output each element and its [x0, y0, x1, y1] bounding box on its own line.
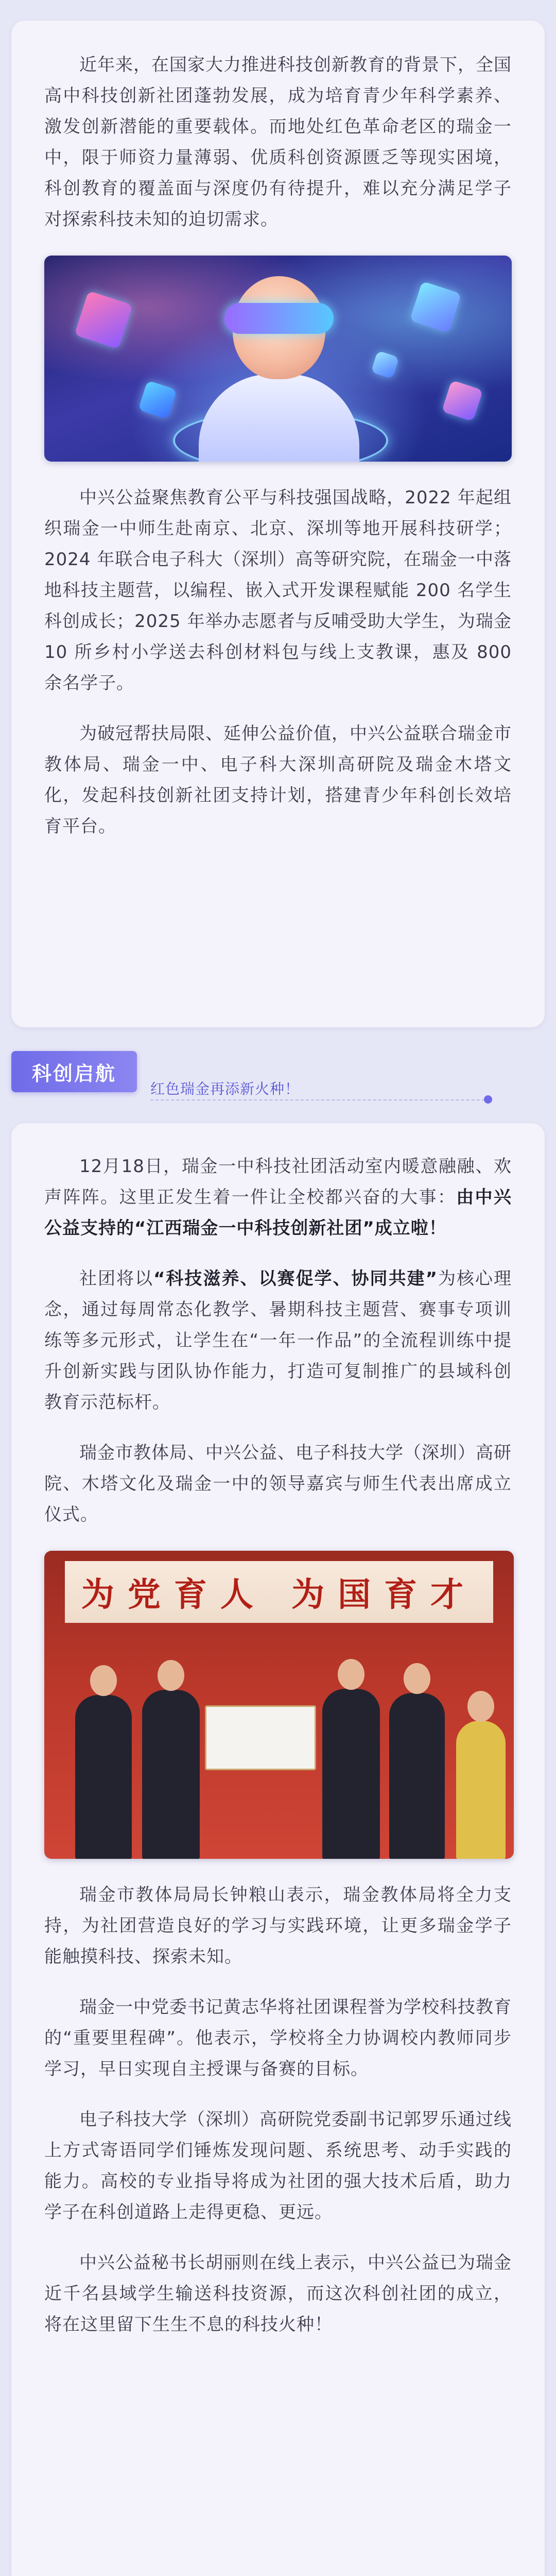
story-highlight: 由中兴公益支持的“江西瑞金一中科技创新社团”成立啦！ — [44, 1187, 512, 1239]
story-paragraph-3: 瑞金市教体局、中兴公益、电子科技大学（深圳）高研院、木塔文化及瑞金一中的领导嘉宾与师生代表出席成立仪式。 — [44, 1443, 512, 1525]
section-divider — [150, 1099, 490, 1100]
story-paragraph-6: 电子科技大学（深圳）高研院党委副书记郭罗乐通过线上方式寄语同学们锤炼发现问题、系统思考、动手实践的能力。高校的专业指导将成为社团的强大技术后盾，助力学子在科创道路上走得更稳、更远。 — [44, 2109, 512, 2223]
section-tag: 科创启航 — [11, 1051, 137, 1092]
story-paragraph-2 — [44, 1263, 512, 1418]
ceremony-photo — [44, 1551, 514, 1859]
story-paragraph-4: 瑞金市教体局局长钟粮山表示，瑞金教体局将全力支持，为社团营造良好的学习与实践环境，让更多瑞金学子能触摸科技、探索未知。 — [44, 1885, 512, 1967]
intro-card — [11, 21, 545, 1027]
intro-paragraph-1: 近年来，在国家大力推进科技创新教育的背景下，全国高中科技创新社团蓬勃发展，成为培育青少年科学素养、激发创新潜能的重要载体。而地处红色革命老区的瑞金一中，限于师资力量薄弱、优质科创资源匮乏等现实困境，科创教育的覆盖面与深度仍有待提升，难以充分满足学子对探索科技未知的迫切需求。 — [44, 55, 512, 230]
floating-cube-icon — [410, 281, 462, 333]
story-text: 社团将以 — [79, 1268, 154, 1289]
hero-illustration — [44, 256, 512, 462]
student-figure — [456, 1721, 506, 1859]
intro-paragraph-3: 为破冠帮扶局限、延伸公益价值，中兴公益联合瑞金市教体局、瑞金一中、电子科大深圳高研院及瑞金木塔文化，发起科技创新社团支持计划，搭建青少年科创长效培育平台。 — [44, 723, 512, 837]
story-text: 为核心理念，通过每周常态化教学、暑期科技主题营、赛事专项训练等多元形式，让学生在“一年一作品”的全流程训练中提升创新实践与团队协作能力，打造可复制推广的县域科创教育示范标杆。 — [44, 1268, 512, 1413]
student-figure — [199, 374, 359, 462]
guest-figure — [75, 1695, 132, 1859]
story-paragraph-1 — [44, 1151, 512, 1244]
section-dot — [484, 1095, 492, 1104]
story-text: 12月18日，瑞金一中科技社团活动室内暖意融融、欢声阵阵。这里正发生着一件让全校都兴奋的大事： — [44, 1156, 512, 1208]
story-paragraph-7: 中兴公益秘书长胡丽则在线上表示，中兴公益已为瑞金近千名县域学生输送科技资源，而这次科创社团的成立，将在这里留下生生不息的科技火种！ — [44, 2252, 512, 2335]
floating-cube-icon — [74, 291, 132, 349]
guest-figure — [142, 1690, 200, 1859]
intro-paragraph-2: 中兴公益聚焦教育公平与科技强国战略，2022 年起组织瑞金一中师生赴南京、北京、深圳等地开展科技研学；2024 年联合电子科大（深圳）高等研究院，在瑞金一中落地科技主题营，以编程、嵌入式开发课程赋能 200 名学生科创成长；2025 年举办志愿者与反哺受助大学生，为瑞金 10 所乡村小学送去科创材料包与线上支教课，惠及 800 余名学子。 — [44, 487, 512, 693]
story-card — [11, 1123, 545, 2576]
ceremony-banner: 为党育人 为国育才 — [65, 1561, 493, 1623]
floating-cube-icon — [371, 350, 399, 379]
ceremony-plaque — [205, 1705, 316, 1770]
floating-cube-icon — [442, 380, 483, 422]
guest-figure — [322, 1689, 380, 1859]
floating-cube-icon — [138, 380, 177, 419]
story-paragraph-5: 瑞金一中党委书记黄志华将社团课程誉为学校科技教育的“重要里程碑”。他表示，学校将全力协调校内教师同步学习，早日实现自主授课与备赛的目标。 — [44, 1997, 512, 2079]
guest-figure — [389, 1693, 445, 1859]
section-subtitle: 红色瑞金再添新火种！ — [150, 1080, 300, 1097]
vr-goggles-icon — [224, 303, 334, 334]
story-highlight: “科技滋养、以赛促学、协同共建” — [153, 1268, 438, 1289]
